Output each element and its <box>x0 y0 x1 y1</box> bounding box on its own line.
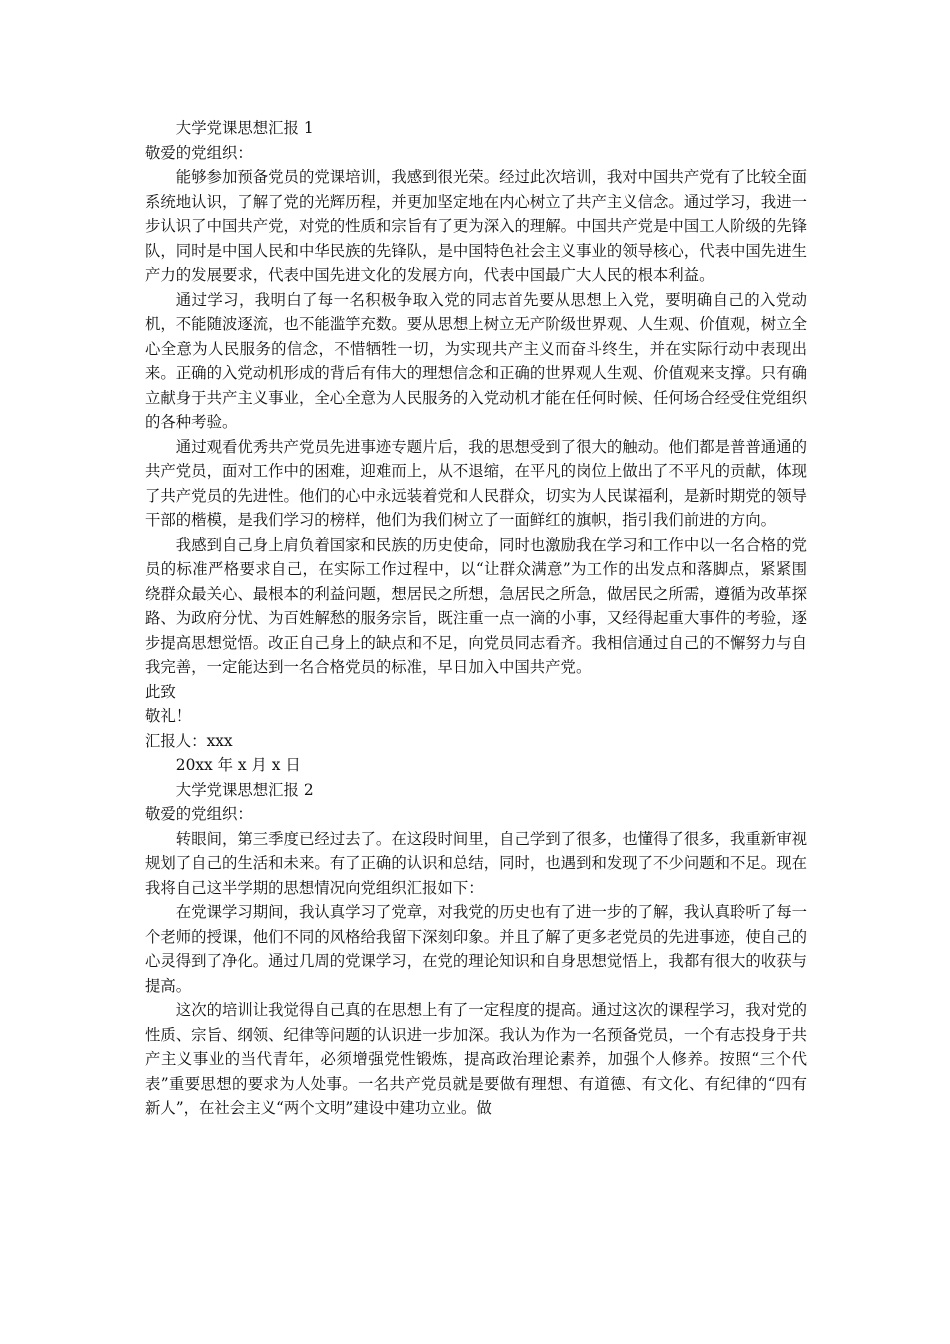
report-1-closing-2: 敬礼！ <box>145 707 192 725</box>
report-1-paragraph-1: 能够参加预备党员的党课培训，我感到很光荣。经过此次培训，我对中国共产党有了比较全面系统地认识，了解了党的光辉历程，并更加坚定地在内心树立了共产主义信念。通过学习，我进一步认识了中国共产党，对党的性质和宗旨有了更为深入的理解。中国共产党是中国工人阶级的先锋队，同时是中国人民和中华民族的先锋队，是中国特色社会主义事业的领导核心，代表中国先进生产力的发展要求，代表中国先进文化的发展方向，代表中国最广大人民的根本利益。 <box>145 168 807 284</box>
report-1-salutation: 敬爱的党组织： <box>145 143 253 162</box>
report-1-title: 大学党课思想汇报 1 <box>175 119 314 137</box>
document-page <box>145 116 807 1121</box>
report-1-paragraph-3: 通过观看优秀共产党员先进事迹专题片后，我的思想受到了很大的触动。他们都是普普通通的共产党员，面对工作中的困难，迎难而上，从不退缩，在平凡的岗位上做出了不平凡的贡献，体现了共产党员的先进性。他们的心中永远装着党和人民群众，切实为人民谋福利，是新时期党的领导干部的楷模，是我们学习的榜样，他们为我们树立了一面鲜红的旗帜，指引我们前进的方向。 <box>145 437 807 529</box>
report-1-paragraph-4: 我感到自己身上肩负着国家和民族的历史使命，同时也激励我在学习和工作中以一名合格的党员的标准严格要求自己，在实际工作过程中，以“让群众满意”为工作的出发点和落脚点，紧紧围绕群众最关心、最根本的利益问题，想居民之所想，急居民之所急，做居民之所需，遵循为改革探路、为政府分忧、为百姓解愁的服务宗旨，既注重一点一滴的小事，又经得起重大事件的考验，逐步提高思想觉悟。改正自己身上的缺点和不足，向党员同志看齐。我相信通过自己的不懈努力与自我完善，一定能达到一名合格党员的标准，早日加入中国共产党。 <box>145 535 807 676</box>
report-1-date: 20xx 年 x 月 x 日 <box>175 756 301 774</box>
report-1-paragraph-2: 通过学习，我明白了每一名积极争取入党的同志首先要从思想上入党，要明确自己的入党动机，不能随波逐流，也不能滥竽充数。要从思想上树立无产阶级世界观、人生观、价值观，树立全心全意为人民服务的信念，不惜牺牲一切，为实现共产主义而奋斗终生，并在实际行动中表现出来。正确的入党动机形成的背后有伟大的理想信念和正确的世界观人生观、价值观来支撑。只有确立献身于共产主义事业，全心全意为人民服务的入党动机才能在任何时候、任何场合经受住党组织的各种考验。 <box>145 290 807 431</box>
report-1-signer: 汇报人：xxx <box>145 731 233 750</box>
report-1-closing-1: 此致 <box>145 682 176 701</box>
report-2-paragraph-1: 转眼间，第三季度已经过去了。在这段时间里，自己学到了很多，也懂得了很多，我重新审视规划了自己的生活和未来。有了正确的认识和总结，同时，也遇到和发现了不少问题和不足。现在我将自己这半学期的思想情况向党组织汇报如下： <box>145 829 807 897</box>
report-2-paragraph-3: 这次的培训让我觉得自己真的在思想上有了一定程度的提高。通过这次的课程学习，我对党的性质、宗旨、纲领、纪律等问题的认识进一步加深。我认为作为一名预备党员，一个有志投身于共产主义事业的当代青年，必须增强党性锻炼，提高政治理论素养，加强个人修养。按照“三个代表”重要思想的要求为人处事。一名共产党员就是要做有理想、有道德、有文化、有纪律的“四有新人”，在社会主义“两个文明”建设中建功立业。做 <box>145 1001 807 1117</box>
report-2-paragraph-2: 在党课学习期间，我认真学习了党章，对我党的历史也有了进一步的了解，我认真聆听了每一个老师的授课，他们不同的风格给我留下深刻印象。并且了解了更多老党员的先进事迹，使自己的心灵得到了净化。通过几周的党课学习，在党的理论知识和自身思想觉悟上，我都有很大的收获与提高。 <box>145 903 807 995</box>
report-2-title: 大学党课思想汇报 2 <box>175 780 314 799</box>
report-2-salutation: 敬爱的党组织： <box>145 805 253 823</box>
